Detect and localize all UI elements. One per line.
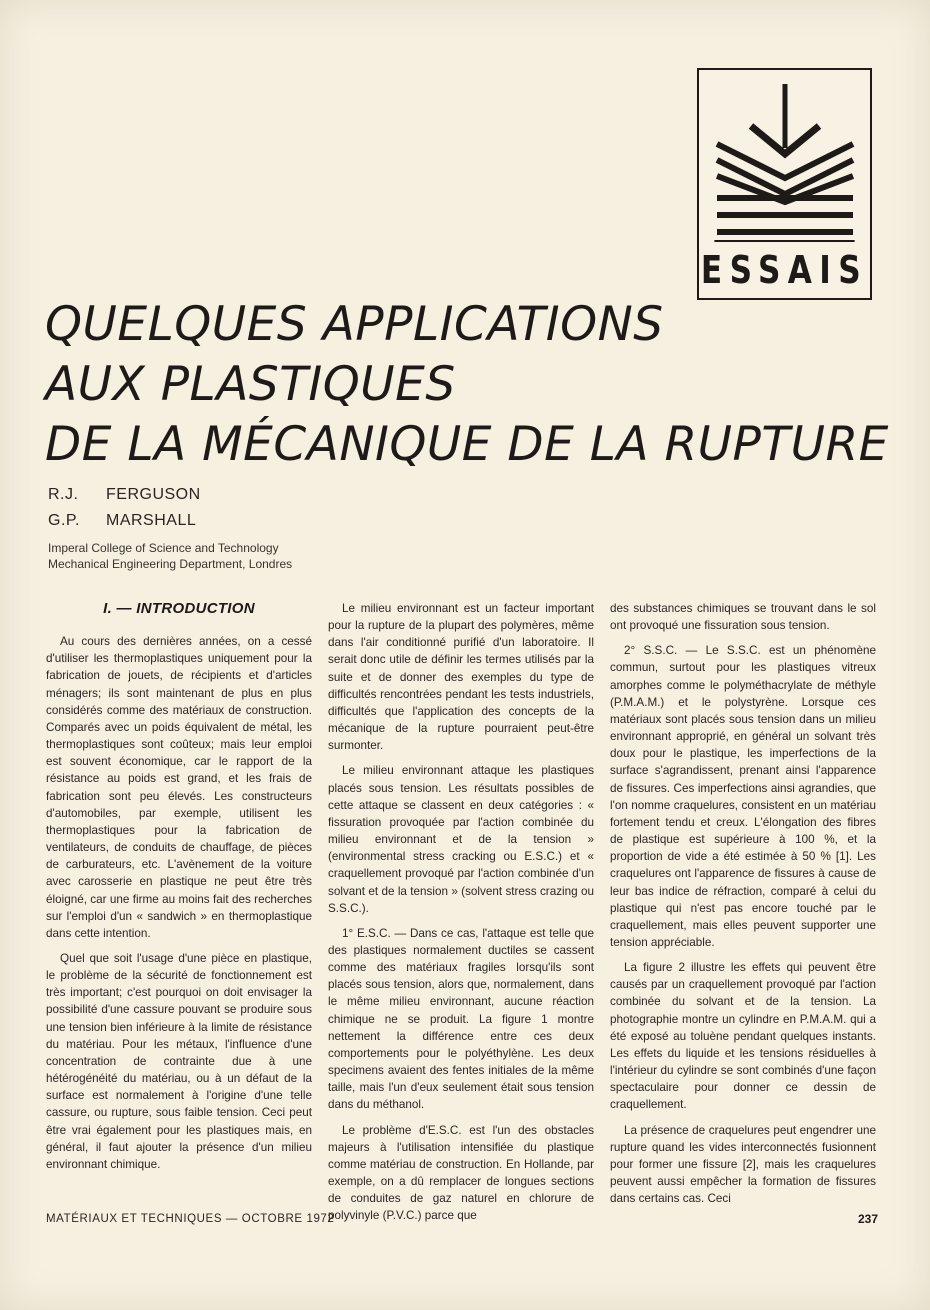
paragraph: Le problème d'E.S.C. est l'un des obstacles majeurs à l'utilisation intensifiée du plastique comme matériau de construction. En Hollande, par exemple, on a dû remplacer de longues sections de conduites de gaz naturel en chlorure de polyvinyle (P.V.C.) parce que: [328, 1123, 594, 1223]
affiliation: [48, 540, 318, 572]
section-heading: I. — INTRODUCTION: [103, 600, 255, 617]
affiliation-line-2: Mechanical Engineering Department, Londres: [48, 557, 293, 571]
author-initials: R.J.: [48, 486, 79, 503]
author-block: [48, 482, 318, 572]
essais-badge: [697, 68, 872, 300]
paragraph: des substances chimiques se trouvant dans le sol ont provoqué une fissuration sous tension.: [610, 602, 876, 633]
title-line-2: AUX PLASTIQUES: [45, 357, 456, 412]
text-column-2: [328, 600, 594, 1232]
page-number: 237: [857, 1212, 878, 1226]
author-surname: FERGUSON: [106, 486, 201, 503]
author-1: [48, 482, 318, 508]
text-column-3: [610, 600, 876, 1215]
paragraph: Le milieu environnant est un facteur important pour la rupture de la plupart des polymères, même dans l'air conditionné purifié d'un laboratoire. Il serait donc utile de définir les termes utilisés par la suite et de donner des exemples du type de difficultés rencontrées pendant les tests industriels, difficultés que l'application des concepts de la mécanique de la rupture pourraient peut-être surmonter.: [328, 602, 594, 753]
paragraph: 2° S.S.C. — Le S.S.C. est un phénomène commun, surtout pour les plastiques vitreux amorphes comme le polyméthacrylate de méthyle (P.M.A.M.) et le polystyrène. Lorsque ces matériaux sont placés sous tension dans un milieu environnant approprié, en général un solvant très doux pour le plastique, les imperfections de la surface s'agrandissent, prenant ainsi l'apparence de fissures. Ces imperfections ainsi agrandies, que l'on nomme craquelures, consistent en un matériau fortement tendu et creux. L'élongation des fibres de plastique est supérieure à 100 %, et la proportion de vide a été estimée à 50 % [1]. Les craquelures ont l'apparence de fissures à cause de leur bas indice de réfraction, comparé à celui du plastique qui n'est pas encore touché par le craquellement, mais elles peuvent supporter une tension appréciable.: [610, 644, 876, 949]
paragraph: La figure 2 illustre les effets qui peuvent être causés par un craquellement provoqué par l'action combinée du solvant et de la tension. La photographie montre un cylindre en P.M.A.M. qui a été exposé au toluène pendant quelques instants. Les effets du liquide et les tensions résiduelles à l'intérieur du cylindre se sont combinés d'une façon spectaculaire pour donner ce dessin de craquellement.: [610, 961, 876, 1112]
author-surname: MARSHALL: [106, 512, 197, 529]
author-2: [48, 508, 318, 534]
paragraph: Au cours des dernières années, on a cessé d'utiliser les thermoplastiques uniquement pour la fabrication de jouets, de récipients et d'articles ménagers; ils sont maintenant de plus en plus considérés comme des matériaux de construction. Comparés avec un poids équivalent de métal, les thermoplastiques sont coûteux; mais leur emploi est souvent économique, car le rapport de la résistance au poids est grand, et les frais de fabrication sont peu élevés. Les constructeurs d'automobiles, par exemple, utilisent les thermoplastiques pour la fabrication de ventilateurs, de conduits de chauffage, de pièces de carburateurs, etc. L'avènement de la voiture avec carosserie en plastique ne peut être très éloigné, car une firme au moins fait des recherches sur l'emploi d'un « sandwich » en thermoplastique dans cette intention.: [46, 635, 312, 940]
paragraph: Le milieu environnant attaque les plastiques placés sous tension. Les résultats possibles de cette attaque se classent en deux catégories : « fissuration provoquée par l'action combinée du milieu environnant et de la tension » (environmental stress cracking ou E.S.C.) et « craquellement provoqué par l'action combinée d'un solvant et de la tension » (solvent stress crazing ou S.S.C.).: [328, 764, 594, 915]
author-initials: G.P.: [48, 512, 80, 529]
paragraph: La présence de craquelures peut engendrer une rupture quand les vides interconnectés fusionnent pour former une fissure [2], mais les craquelures peuvent aussi empêcher la formation de fissures dans certains cas. Ceci: [610, 1123, 876, 1206]
title-line-3: DE LA MÉCANIQUE DE LA RUPTURE: [45, 417, 889, 472]
paragraph: 1° E.S.C. — Dans ce cas, l'attaque est telle que des plastiques normalement ductiles se cassent comme des matériaux fragiles lorsqu'ils sont placés sous tension, alors que, normalement, dans le même milieu environnant, aucune réaction chimique ne se produit. La figure 1 montre nettement la différence entre ces deux comportements pour le polyéthylène. Les deux specimens avaient des fentes initiales de la même taille, mais l'un d'eux seulement était sous tension dans du méthanol.: [328, 926, 594, 1112]
affiliation-line-1: Imperal College of Science and Technology: [48, 541, 279, 555]
paragraph: Quel que soit l'usage d'une pièce en plastique, le problème de la sécurité de fonctionnement est très important; c'est pourquoi on doit envisager la possibilité d'une cassure pouvant se produire sous une tension bien inférieure à la limite de résistance du matériau. Pour les métaux, l'influence d'une concentration de contrainte due à une hétérogénéité du matériau, ou à un défaut de la surface est normalement à l'origine d'une telle cassure, ou rupture, sous faible tension. Ceci peut être vrai également pour les plastiques mais, en général, il faut ajouter la présence d'un milieu environnant chimique.: [46, 951, 312, 1171]
article-title: [45, 295, 915, 475]
journal-footer: MATÉRIAUX ET TECHNIQUES — OCTOBRE 1972: [46, 1213, 335, 1225]
essais-label: ESSAIS: [714, 240, 854, 298]
stacked-sheets-arrow-icon: [707, 78, 863, 253]
title-line-1: QUELQUES APPLICATIONS: [45, 297, 664, 352]
text-column-1: [46, 600, 312, 1181]
